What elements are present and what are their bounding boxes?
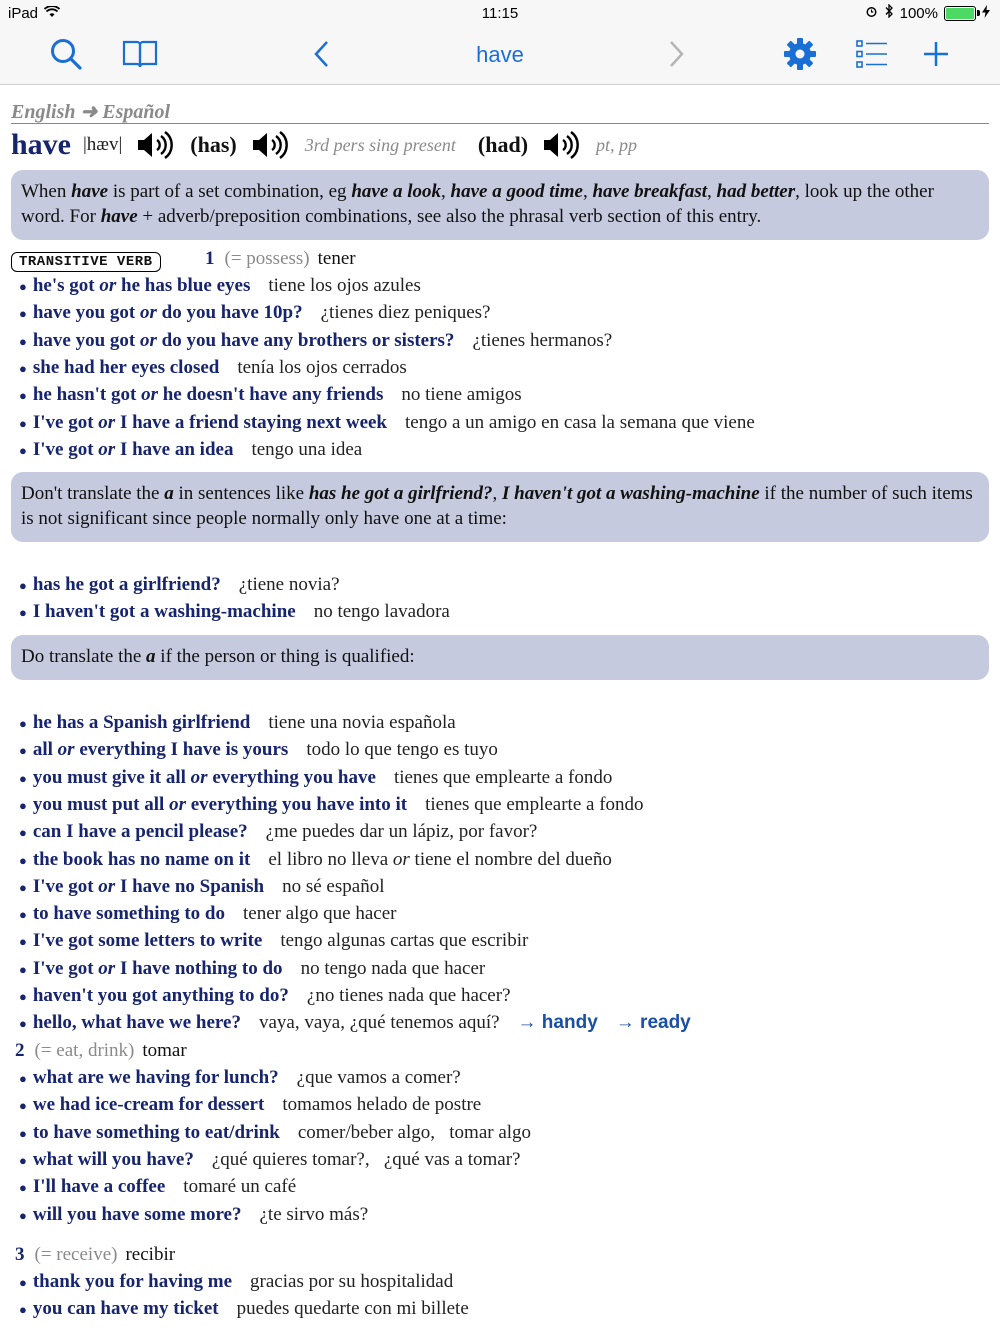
bullet-icon: ● <box>19 388 27 404</box>
example-text: he doesn't have any friends <box>162 384 384 406</box>
sense-heading <box>15 1244 175 1266</box>
example-translation: tiene los ojos azules <box>268 275 421 296</box>
translation-text: tiene el nombre del dueño <box>414 848 612 870</box>
example-translation: no tengo lavadora <box>313 601 450 623</box>
status-bar <box>0 0 1000 28</box>
example-row <box>19 412 755 434</box>
bullet-icon: ● <box>19 415 27 431</box>
example-phrase[interactable] <box>19 1204 242 1226</box>
charging-icon <box>982 5 990 22</box>
note-text: if the number of such items is not significant since people normally only have one at a time: <box>21 483 973 529</box>
example-phrase[interactable] <box>19 302 303 324</box>
alarm-icon <box>865 5 878 22</box>
or-label: or <box>98 875 116 897</box>
speaker-icon[interactable] <box>542 130 580 160</box>
speaker-icon[interactable] <box>251 130 289 160</box>
translation-text: el libro no lleva <box>268 848 389 870</box>
note-term: have a good time <box>450 181 583 202</box>
bullet-icon: ● <box>19 279 27 294</box>
bluetooth-icon <box>884 4 894 22</box>
forward-button[interactable] <box>656 36 696 76</box>
example-row <box>19 1149 520 1171</box>
example-translation: no tengo nada que hacer <box>300 957 486 979</box>
example-text: do you have any brothers or sisters? <box>161 329 455 351</box>
example-phrase[interactable] <box>19 330 454 352</box>
note-term: has he got a girlfriend? <box>308 483 493 504</box>
note-text: , <box>582 181 593 202</box>
bullet-icon: ● <box>19 360 27 376</box>
example-phrase[interactable] <box>19 1067 279 1089</box>
example-phrase[interactable] <box>19 439 233 461</box>
example-translation: tengo algunas cartas que escribir <box>280 930 529 952</box>
example-text: have you got <box>32 302 136 324</box>
example-phrase[interactable] <box>19 930 262 952</box>
example-phrase[interactable] <box>19 903 225 925</box>
plus-icon <box>922 40 950 73</box>
inflection-form: (has) <box>190 132 237 157</box>
note-term: had better <box>716 181 796 202</box>
bullet-icon: ● <box>19 934 27 950</box>
example-text: I've got <box>32 875 94 897</box>
example-translation: todo lo que tengo es tuyo <box>306 739 498 761</box>
sense-number: 3 <box>15 1244 25 1265</box>
bullet-icon: ● <box>19 1302 27 1318</box>
bullet-icon: ● <box>19 1098 27 1114</box>
example-row <box>19 876 384 898</box>
example-row <box>19 930 528 952</box>
bullet-icon: ● <box>19 1016 27 1032</box>
bullet-icon: ● <box>19 770 27 786</box>
example-phrase[interactable] <box>19 794 407 816</box>
or-label: or <box>141 384 158 406</box>
phonetic: |hæv| <box>83 134 123 155</box>
example-phrase[interactable] <box>19 1012 241 1034</box>
example-row <box>19 1176 296 1198</box>
example-phrase[interactable] <box>19 821 248 843</box>
part-of-speech-badge: TRANSITIVE VERB <box>11 252 161 272</box>
example-text: haven't you got anything to do? <box>32 985 289 1006</box>
example-translation: tengo a un amigo en casa la semana que viene <box>405 411 755 433</box>
example-text: he's got <box>32 275 95 296</box>
example-row <box>19 958 485 980</box>
example-text: everything you have <box>212 766 376 788</box>
example-phrase[interactable] <box>19 574 221 596</box>
book-button[interactable] <box>120 36 160 76</box>
example-phrase[interactable] <box>19 767 376 789</box>
add-button[interactable] <box>916 36 956 76</box>
example-row <box>19 1094 481 1116</box>
example-translation: gracias por su hospitalidad <box>250 1271 454 1292</box>
example-text: do you have 10p? <box>161 302 303 324</box>
or-label: or <box>392 848 410 870</box>
example-phrase[interactable] <box>19 739 288 761</box>
example-text: can I have a pencil please? <box>32 821 248 843</box>
bullet-icon: ● <box>19 743 27 759</box>
example-phrase[interactable] <box>19 412 387 434</box>
note-text: if the person or thing is qualified: <box>155 646 415 667</box>
bullet-icon: ● <box>19 1180 27 1196</box>
battery-percent: 100% <box>899 4 938 22</box>
example-row <box>19 1012 691 1034</box>
note-term: have <box>100 206 138 227</box>
sense-indicator: (= eat, drink) <box>34 1040 135 1061</box>
example-row <box>19 1271 453 1293</box>
example-text: I haven't got a washing-machine <box>32 601 296 623</box>
note-text: is part of a set combination, eg <box>108 181 352 202</box>
bullet-icon: ● <box>19 333 27 349</box>
example-text: he has a Spanish girlfriend <box>32 712 251 733</box>
example-text: you must put all <box>32 793 165 815</box>
list-icon <box>856 40 888 73</box>
search-icon <box>49 37 83 76</box>
headword-line <box>11 127 637 163</box>
example-translation: tienes que emplearte a fondo <box>425 793 644 815</box>
search-button[interactable] <box>46 36 86 76</box>
note-term: a <box>146 646 156 667</box>
example-row <box>19 302 491 324</box>
settings-button[interactable] <box>780 36 820 76</box>
grammar-label: 3rd pers sing present <box>304 134 456 155</box>
bullet-icon: ● <box>19 852 27 868</box>
example-translation: tomamos helado de postre <box>282 1094 482 1116</box>
bullet-icon: ● <box>19 716 27 731</box>
or-label: or <box>57 739 75 761</box>
toolbar <box>0 28 1000 85</box>
page-title: have <box>476 42 524 67</box>
example-row <box>19 330 612 352</box>
example-row <box>19 1204 368 1226</box>
example-row <box>19 821 537 843</box>
example-translation: no tiene amigos <box>401 384 522 406</box>
example-translation: vaya, vaya, ¿qué tenemos aquí? <box>258 1012 500 1034</box>
bullet-icon: ● <box>19 1071 27 1086</box>
example-text: I've got some letters to write <box>32 930 263 952</box>
example-row <box>19 794 644 816</box>
gear-icon <box>783 37 817 76</box>
example-translation: ¿me puedes dar un lápiz, por favor? <box>265 821 538 843</box>
example-translation: comer/beber algo, tomar algo <box>297 1121 532 1143</box>
example-translation: tener algo que hacer <box>242 903 397 925</box>
example-translation: tienes que emplearte a fondo <box>393 766 613 788</box>
bullet-icon: ● <box>19 1207 27 1223</box>
cross-reference-link[interactable]: → ready <box>615 1012 691 1034</box>
example-phrase[interactable] <box>19 357 219 379</box>
battery-fill <box>946 8 974 19</box>
cross-reference-link[interactable]: → handy <box>517 1012 598 1034</box>
example-phrase[interactable] <box>19 958 283 980</box>
inflection-form: (had) <box>477 132 529 157</box>
example-translation: ¿te sirvo más? <box>259 1203 369 1225</box>
sense-number: 1 <box>205 248 215 269</box>
language-direction: English ➜ Español <box>11 101 171 123</box>
example-text: everything you have into it <box>190 793 408 815</box>
example-row <box>19 849 612 871</box>
example-text: I've got <box>32 957 94 979</box>
note-text: in sentences like <box>173 483 309 504</box>
example-text: will you have some more? <box>32 1203 242 1225</box>
example-text: you must give it all <box>32 766 186 788</box>
example-row <box>19 357 407 379</box>
or-label: or <box>140 329 157 351</box>
example-row <box>19 1067 461 1089</box>
bullet-icon: ● <box>19 1152 27 1168</box>
example-translation: ¿que vamos a comer? <box>296 1067 461 1088</box>
bullet-icon: ● <box>19 907 27 923</box>
example-phrase[interactable] <box>19 712 250 734</box>
example-row <box>19 985 511 1007</box>
usage-note <box>11 472 989 542</box>
example-text: I've got <box>32 411 94 433</box>
example-row <box>19 1298 469 1320</box>
note-text: When <box>21 181 72 202</box>
sense-indicator: (= receive) <box>34 1244 118 1265</box>
example-text: he has blue eyes <box>121 275 251 296</box>
sense-translation: tener <box>317 248 356 269</box>
example-phrase[interactable] <box>19 876 264 898</box>
sense-translation: recibir <box>125 1244 176 1265</box>
sense-heading <box>205 248 356 270</box>
example-text: I have an idea <box>119 438 234 460</box>
sense-translation: tomar <box>142 1040 187 1061</box>
example-text: hello, what have we here? <box>32 1012 241 1034</box>
bullet-icon: ● <box>19 442 27 458</box>
example-row <box>19 384 522 406</box>
bullet-icon: ● <box>19 306 27 322</box>
example-translation: ¿tienes diez peniques? <box>320 302 491 324</box>
example-translation: ¿tiene novia? <box>238 574 340 595</box>
note-term: a <box>164 483 174 504</box>
example-text: he hasn't got <box>32 384 137 406</box>
bullet-icon: ● <box>19 1275 27 1290</box>
example-row <box>19 739 498 761</box>
status-time: 11:15 <box>481 5 519 22</box>
example-text: what will you have? <box>32 1148 194 1170</box>
note-text: , <box>441 181 451 202</box>
example-text: I have a friend staying next week <box>119 411 388 433</box>
example-text: I have nothing to do <box>119 957 283 979</box>
example-row <box>19 1122 531 1144</box>
example-text: everything I have is yours <box>79 739 289 761</box>
note-term: have <box>71 181 109 202</box>
note-term: have breakfast <box>592 181 707 202</box>
example-text: the book has no name on it <box>32 848 251 870</box>
book-icon <box>122 39 158 74</box>
or-label: or <box>98 957 116 979</box>
device-name: iPad <box>8 5 39 22</box>
bullet-icon: ● <box>19 797 27 813</box>
sense-number: 2 <box>15 1040 25 1061</box>
example-text: I'll have a coffee <box>32 1176 166 1198</box>
example-row <box>19 439 362 461</box>
example-row <box>19 601 450 623</box>
battery-icon <box>944 6 976 21</box>
example-phrase[interactable] <box>19 601 296 623</box>
note-text: Don't translate the <box>21 483 165 504</box>
bullet-icon: ● <box>19 578 27 593</box>
example-row <box>19 275 421 297</box>
example-row <box>19 574 340 596</box>
note-text: , <box>492 483 503 504</box>
or-label: or <box>98 438 116 460</box>
example-translation: no sé español <box>282 875 385 897</box>
note-term: I haven't got a washing-machine <box>502 483 760 504</box>
bullet-icon: ● <box>19 961 27 977</box>
note-text: Do translate the <box>21 646 147 667</box>
example-translation: ¿tienes hermanos? <box>472 329 613 351</box>
usage-note <box>11 170 989 240</box>
or-label: or <box>140 302 157 324</box>
example-text: thank you for having me <box>32 1271 233 1292</box>
speaker-icon[interactable] <box>136 130 174 160</box>
example-phrase[interactable] <box>19 1298 219 1320</box>
list-button[interactable] <box>852 36 892 76</box>
example-phrase[interactable] <box>19 1149 194 1171</box>
example-phrase[interactable] <box>19 985 289 1007</box>
example-text: you can have my ticket <box>32 1298 219 1320</box>
example-text: all <box>32 739 53 761</box>
divider <box>11 123 989 124</box>
example-text: I've got <box>32 438 94 460</box>
or-label: or <box>190 766 208 788</box>
example-phrase[interactable] <box>19 1271 232 1293</box>
example-phrase[interactable] <box>19 1122 280 1144</box>
example-phrase[interactable] <box>19 849 250 871</box>
example-row <box>19 712 456 734</box>
example-text: has he got a girlfriend? <box>32 574 221 595</box>
chevron-left-icon <box>312 39 332 74</box>
example-text: have you got <box>32 329 136 351</box>
example-text: what are we having for lunch? <box>32 1067 279 1088</box>
example-phrase[interactable] <box>19 1094 264 1116</box>
example-translation: tiene una novia española <box>268 712 456 733</box>
example-translation: tenía los ojos cerrados <box>237 356 407 378</box>
example-phrase[interactable] <box>19 384 383 406</box>
example-text: we had ice-cream for dessert <box>32 1094 265 1116</box>
example-translation: tengo una idea <box>251 438 363 460</box>
example-translation <box>268 849 612 871</box>
example-phrase[interactable] <box>19 1176 165 1198</box>
usage-note <box>11 635 989 680</box>
example-text: I have no Spanish <box>119 875 265 897</box>
example-translation: puedes quedarte con mi billete <box>236 1298 469 1320</box>
note-text: + adverb/preposition combinations, see also the phrasal verb section of this entry. <box>137 206 762 227</box>
example-translation: ¿qué quieres tomar?, ¿qué vas a tomar? <box>211 1148 521 1170</box>
example-text: to have something to do <box>32 903 225 925</box>
example-phrase[interactable] <box>19 275 250 297</box>
example-row <box>19 903 396 925</box>
note-text: , look up the other word. For <box>21 181 934 227</box>
example-text: she had her eyes closed <box>32 356 220 378</box>
note-term: have a look <box>351 181 442 202</box>
example-row <box>19 767 612 789</box>
sense-indicator: (= possess) <box>224 248 310 269</box>
bullet-icon: ● <box>19 825 27 841</box>
back-button[interactable] <box>302 36 342 76</box>
bullet-icon: ● <box>19 879 27 895</box>
status-right <box>865 4 990 22</box>
bullet-icon: ● <box>19 1125 27 1141</box>
bullet-icon: ● <box>19 989 27 1004</box>
example-translation: ¿no tienes nada que hacer? <box>306 985 511 1006</box>
headword: have <box>11 128 71 161</box>
grammar-label: pt, pp <box>596 134 638 155</box>
or-label: or <box>169 793 186 815</box>
example-text: to have something to eat/drink <box>32 1121 280 1143</box>
note-text: , <box>707 181 717 202</box>
or-label: or <box>99 275 117 296</box>
example-translation: tomaré un café <box>183 1176 297 1198</box>
chevron-right-icon <box>666 39 686 74</box>
bullet-icon: ● <box>19 605 27 621</box>
sense-heading <box>15 1040 187 1062</box>
or-label: or <box>98 411 116 433</box>
